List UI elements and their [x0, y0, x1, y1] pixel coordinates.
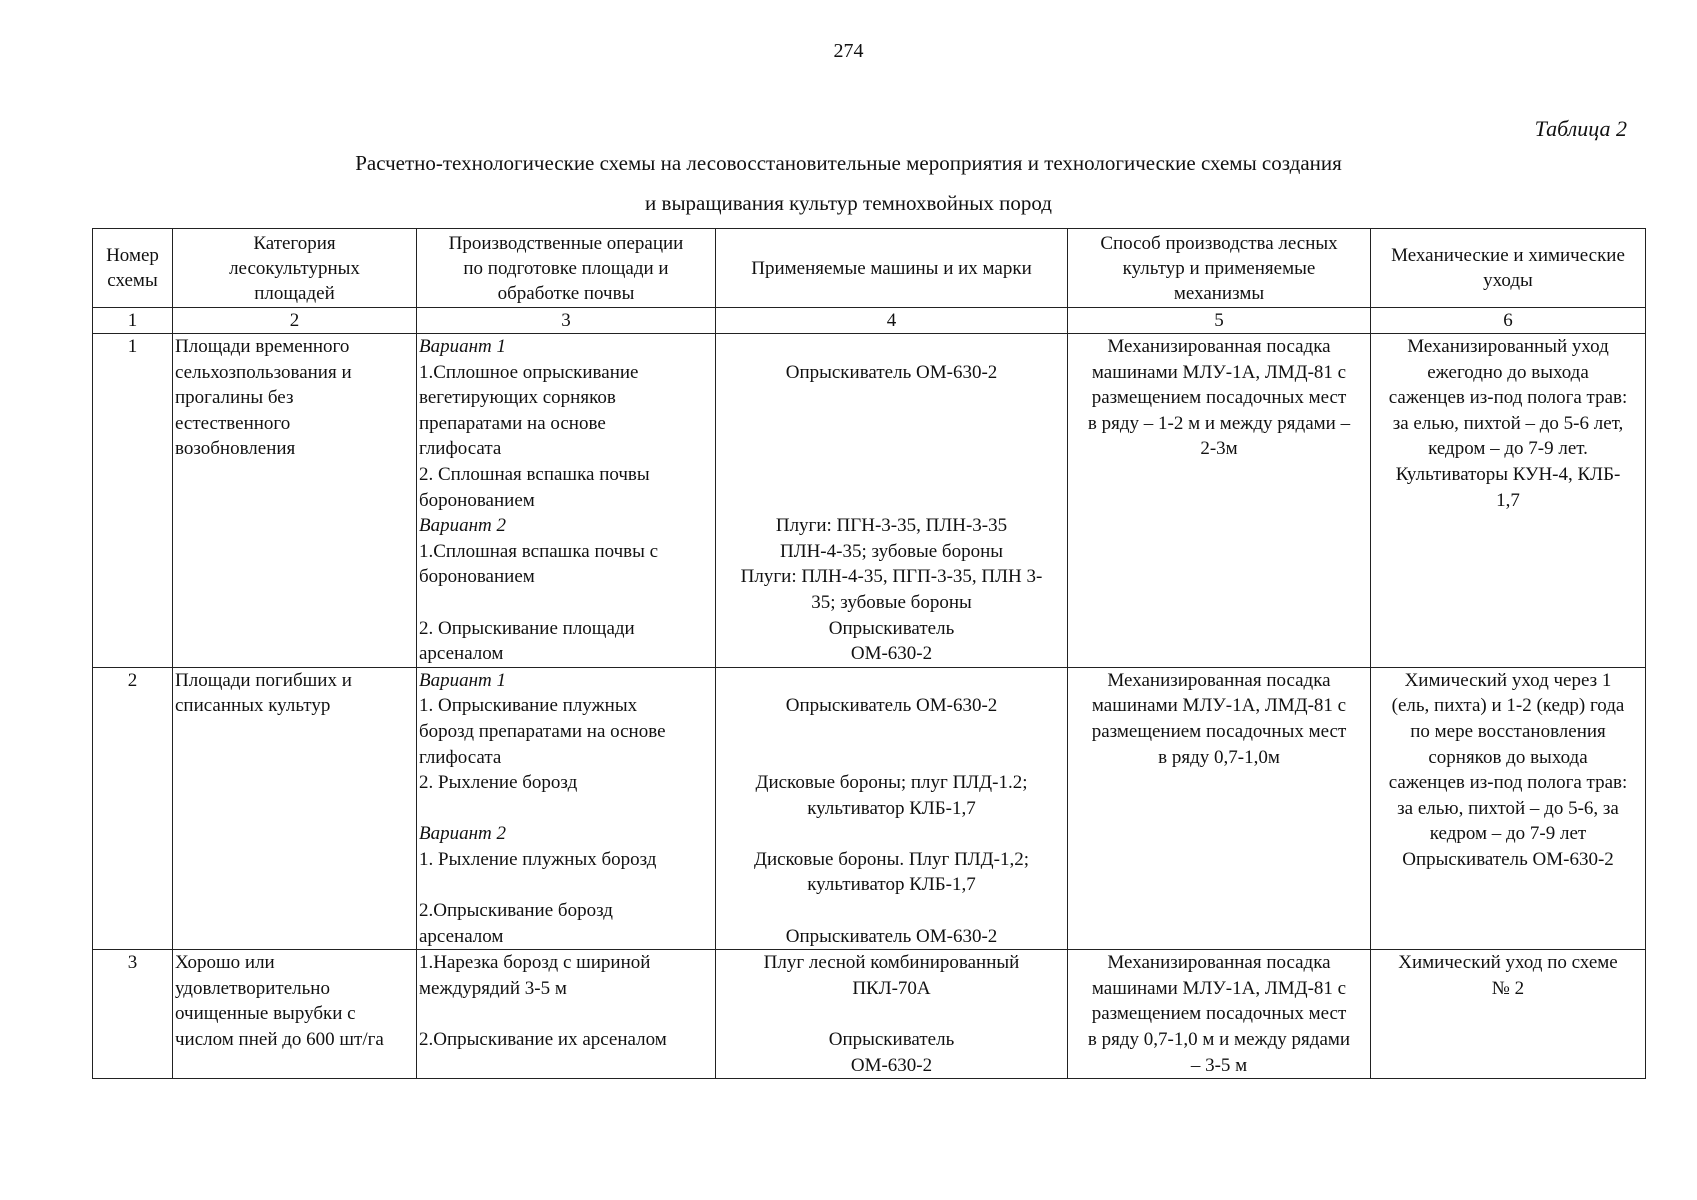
header-line: обработке почвы: [497, 282, 635, 304]
cell-line: 1. Опрыскивание плужных: [419, 695, 638, 717]
cell-line: списанных культур: [175, 695, 331, 717]
planting-method-cell: [1068, 334, 1371, 668]
cell-line: 2. Рыхление борозд: [419, 772, 578, 794]
header-line: площадей: [254, 282, 335, 304]
cell-line: [718, 745, 1065, 771]
cell-line: [718, 411, 1065, 437]
cell-line: Механизированный уход: [1407, 336, 1609, 357]
cell-line: междурядий 3-5 м: [419, 977, 567, 999]
cell-line: [718, 334, 1065, 360]
cell-line: Механизированная посадка: [1107, 669, 1331, 691]
cell-line: – 3-5 м: [1190, 1054, 1248, 1076]
cell-line: Химический уход через 1: [1404, 669, 1612, 691]
column-number: 1: [93, 308, 173, 334]
column-number: 3: [417, 308, 716, 334]
cell-line: [718, 898, 1065, 924]
table-row: [93, 667, 1646, 950]
cell-line: в ряду – 1-2 м и между рядами –: [1087, 412, 1351, 434]
cell-line: [718, 462, 1065, 488]
cell-line: 2. Опрыскивание площади: [419, 617, 635, 639]
table-label: Таблица 2: [1534, 116, 1627, 141]
cell-line: ежегодно до выхода: [1427, 361, 1589, 383]
cell-line: в ряду 0,7-1,0 м и между рядами: [1087, 1029, 1351, 1051]
cell-line: 35; зубовые бороны: [811, 591, 972, 613]
cell-line: Дисковые бороны; плуг ПЛД-1.2;: [755, 772, 1028, 794]
machines-cell: [716, 950, 1068, 1079]
cell-line: кедром – до 7-9 лет: [1429, 823, 1587, 845]
planting-method-cell: [1068, 667, 1371, 950]
cell-line: в ряду 0,7-1,0м: [1158, 746, 1280, 768]
header-production-operations: [417, 229, 716, 308]
cell-line: препаратами на основе: [419, 412, 606, 434]
cell-line: боронованием: [419, 566, 535, 588]
cell-line: Площади временного: [175, 336, 350, 357]
header-line: культур и применяемые: [1122, 257, 1316, 279]
cell-line: 2-3м: [1200, 438, 1238, 460]
cell-line: очищенные вырубки с: [175, 1003, 356, 1025]
cell-line: Плуги: ПГН-3-35, ПЛН-3-35: [775, 515, 1008, 537]
area-category-cell: [173, 950, 417, 1079]
cell-line: размещением посадочных мест: [1091, 387, 1347, 409]
cell-line: арсеналом: [419, 643, 504, 665]
cell-line: 2.Опрыскивание борозд: [419, 900, 613, 922]
header-line: Способ производства лесных: [1100, 232, 1338, 254]
header-line: Применяемые машины и их марки: [751, 257, 1032, 279]
cell-line: Механизированная посадка: [1107, 952, 1331, 974]
cell-line: боронованием: [419, 489, 535, 511]
cell-line: вегетирующих сорняков: [419, 387, 616, 409]
machines-cell: [716, 334, 1068, 668]
header-line: Производственные операции: [448, 232, 684, 254]
header-care: [1371, 229, 1646, 308]
cell-line: ПКЛ-70А: [852, 977, 931, 999]
cell-line: саженцев из-под полога трав:: [1388, 387, 1628, 409]
cell-line: 3: [127, 952, 138, 974]
column-number: 6: [1371, 308, 1646, 334]
cell-line: Плуги: ПЛН-4-35, ПГП-3-35, ПЛН 3-: [740, 566, 1043, 588]
care-cell: [1371, 667, 1646, 950]
cell-line: числом пней до 600 шт/га: [175, 1029, 384, 1051]
cell-line: за елью, пихтой – до 5-6 лет,: [1392, 412, 1624, 434]
planting-method-cell: [1068, 950, 1371, 1079]
cell-line: Вариант 2: [419, 823, 507, 845]
cell-line: Вариант 1: [419, 669, 507, 691]
header-line: схемы: [107, 270, 158, 291]
cell-line: сорняков до выхода: [1428, 746, 1588, 768]
header-line: Механические и химические: [1391, 245, 1625, 266]
table-body: [93, 308, 1646, 1079]
page-number: 274: [833, 40, 864, 62]
header-line: лесокультурных: [229, 257, 360, 279]
machines-cell: [716, 667, 1068, 950]
header-planting-method: [1068, 229, 1371, 308]
cell-line: 1.Сплошное опрыскивание: [419, 361, 639, 383]
cell-line: ОМ-630-2: [850, 1054, 933, 1076]
cell-line: прогалины без: [175, 387, 294, 409]
cell-line: [419, 1001, 713, 1027]
cell-line: 1: [127, 336, 138, 357]
cell-line: Опрыскиватель: [828, 1029, 955, 1051]
cell-line: [718, 385, 1065, 411]
cell-line: культиватор КЛБ-1,7: [807, 797, 976, 819]
cell-line: ПЛН-4-35; зубовые бороны: [779, 540, 1004, 562]
cell-line: № 2: [1491, 977, 1525, 999]
cell-line: Площади погибших и: [175, 669, 352, 691]
cell-line: (ель, пихта) и 1-2 (кедр) года: [1391, 695, 1625, 717]
scheme-number-cell: [93, 334, 173, 668]
table-title-line-2: и выращивания культур темнохвойных пород: [645, 191, 1052, 215]
cell-line: кедром – до 7-9 лет.: [1428, 438, 1588, 460]
cell-line: 1.Сплошная вспашка почвы с: [419, 540, 659, 562]
operations-cell: [417, 334, 716, 668]
cell-line: машинами МЛУ-1А, ЛМД-81 с: [1091, 977, 1347, 999]
cell-line: Вариант 2: [419, 515, 507, 537]
area-category-cell: [173, 667, 417, 950]
header-line: Категория: [253, 232, 336, 254]
cell-line: 2: [127, 669, 138, 691]
scheme-number-cell: [93, 667, 173, 950]
cell-line: Опрыскиватель ОМ-630-2: [1402, 848, 1614, 870]
column-number: 5: [1068, 308, 1371, 334]
column-number: 2: [173, 308, 417, 334]
table-row: [93, 334, 1646, 668]
cell-line: [718, 436, 1065, 462]
cell-line: 1.Нарезка борозд с шириной: [419, 952, 651, 974]
cell-line: культиватор КЛБ-1,7: [807, 874, 976, 896]
cell-line: ОМ-630-2: [850, 643, 933, 665]
cell-line: [718, 488, 1065, 514]
header-row: [93, 229, 1646, 308]
header-line: уходы: [1483, 270, 1533, 291]
cell-line: машинами МЛУ-1А, ЛМД-81 с: [1091, 361, 1347, 383]
cell-line: саженцев из-под полога трав:: [1388, 772, 1628, 794]
cell-line: Опрыскиватель: [828, 617, 955, 639]
cell-line: Механизированная посадка: [1107, 336, 1331, 357]
cell-line: Вариант 1: [419, 336, 507, 357]
cell-line: 2. Сплошная вспашка почвы: [419, 463, 650, 485]
header-area-category: [173, 229, 417, 308]
cell-line: [718, 668, 1065, 694]
cell-line: [419, 796, 713, 822]
cell-line: арсеналом: [419, 925, 504, 947]
cell-line: глифосата: [419, 746, 502, 768]
header-line: по подготовке площади и: [463, 257, 669, 279]
cell-line: 1. Рыхление плужных борозд: [419, 848, 657, 870]
column-number-row: [93, 308, 1646, 334]
cell-line: [718, 821, 1065, 847]
cell-line: [419, 872, 713, 898]
cell-line: Плуг лесной комбинированный: [763, 952, 1020, 974]
cell-line: Культиваторы КУН-4, КЛБ-: [1395, 463, 1621, 485]
cell-line: сельхозпользования и: [175, 361, 352, 383]
cell-line: Опрыскиватель ОМ-630-2: [785, 695, 998, 717]
care-cell: [1371, 334, 1646, 668]
cell-line: 1,7: [1496, 489, 1520, 511]
cell-line: по мере восстановления: [1410, 720, 1606, 742]
cell-line: Хорошо или: [175, 952, 275, 974]
cell-line: размещением посадочных мест: [1091, 1003, 1347, 1025]
cell-line: [718, 719, 1065, 745]
cell-line: борозд препаратами на основе: [419, 720, 666, 742]
cell-line: Дисковые бороны. Плуг ПЛД-1,2;: [753, 848, 1030, 870]
schemes-table: [92, 228, 1646, 1079]
column-number: 4: [716, 308, 1068, 334]
table-row: [93, 950, 1646, 1079]
cell-line: возобновления: [175, 438, 296, 460]
cell-line: машинами МЛУ-1А, ЛМД-81 с: [1091, 695, 1347, 717]
header-line: механизмы: [1173, 282, 1265, 304]
table-title-line-1: Расчетно-технологические схемы на лесовосстановительные мероприятия и технологические схемы создания: [355, 151, 1342, 175]
cell-line: Опрыскиватель ОМ-630-2: [785, 361, 998, 383]
cell-line: [718, 1001, 1065, 1027]
table-title: [0, 143, 1697, 223]
cell-line: глифосата: [419, 438, 502, 460]
cell-line: удовлетворительно: [175, 977, 330, 999]
cell-line: Опрыскиватель ОМ-630-2: [785, 925, 998, 947]
cell-line: [419, 590, 713, 616]
header-scheme-number: [93, 229, 173, 308]
care-cell: [1371, 950, 1646, 1079]
cell-line: Химический уход по схеме: [1398, 952, 1618, 974]
operations-cell: [417, 950, 716, 1079]
area-category-cell: [173, 334, 417, 668]
cell-line: естественного: [175, 412, 291, 434]
header-line: Номер: [106, 245, 159, 266]
cell-line: размещением посадочных мест: [1091, 720, 1347, 742]
scheme-number-cell: [93, 950, 173, 1079]
operations-cell: [417, 667, 716, 950]
cell-line: 2.Опрыскивание их арсеналом: [419, 1029, 667, 1051]
header-machines: [716, 229, 1068, 308]
cell-line: за елью, пихтой – до 5-6, за: [1397, 797, 1619, 819]
